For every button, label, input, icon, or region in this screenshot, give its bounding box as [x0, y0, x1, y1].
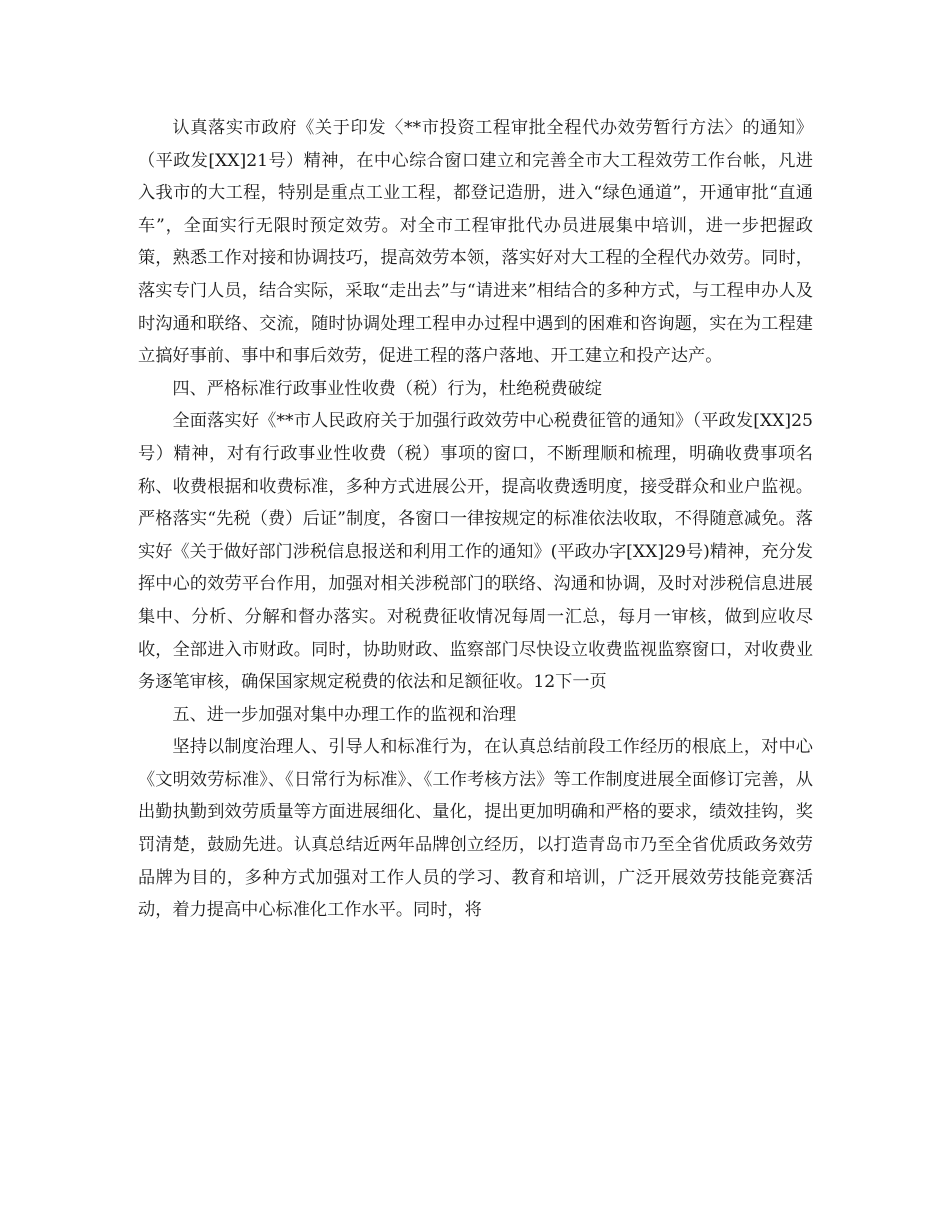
- paragraph-supervision: 坚持以制度治理人、引导人和标准行为，在认真总结前段工作经历的根底上，对中心《文明效劳标准》、《日常行为标准》、《工作考核方法》等工作制度进展全面修订完善，从出勤执勤到效劳质量等方面进展细化、量化，提出更加明确和严格的要求，绩效挂钩，奖罚清楚，鼓励先进。认真总结近两年品牌创立经历，以打造青岛市乃至全省优质政务效劳品牌为目的，多种方式加强对工作人员的学习、教育和培训，广泛开展效劳技能竞赛活动，着力提高中心标准化工作水平。同时，将: [138, 737, 813, 921]
- section-heading-4: 四、严格标准行政事业性收费（税）行为，杜绝税费破绽: [172, 378, 603, 399]
- document-body: [138, 112, 813, 927]
- paragraph-project-service: 认真落实市政府《关于印发〈**市投资工程审批全程代办效劳暂行方法〉的通知》（平政发[XX]21号）精神，在中心综合窗口建立和完善全市大工程效劳工作台帐，凡进入我市的大工程，特别是重点工业工程，都登记造册，进入“绿色通道”，开通审批“直通车”，全面实行无限时预定效劳。对全市工程审批代办员进展集中培训，进一步把握政策，熟悉工作对接和协调技巧，提高效劳本领，落实好对大工程的全程代办效劳。同时，落实专门人员，结合实际，采取“走出去”与“请进来”相结合的多种方式，与工程申办人及时沟通和联络、交流，随时协调处理工程申办过程中遇到的困难和咨询题，实在为工程建立搞好事前、事中和事后效劳，促进工程的落户落地、开工建立和投产达产。: [138, 118, 813, 367]
- paragraph-tax-fee: 全面落实好《**市人民政府关于加强行政效劳中心税费征管的通知》（平政发[XX]25号）精神，对有行政事业性收费（税）事项的窗口，不断理顺和梳理，明确收费事项名称、收费根据和收费标准，多种方式进展公开，提高收费透明度，接受群众和业户监视。严格落实“先税（费）后证”制度，各窗口一律按规定的标准依法收取，不得随意减免。落实好《关于做好部门涉税信息报送和利用工作的通知》(平政办字[XX]29号)精神，充分发挥中心的效劳平台作用，加强对相关涉税部门的联络、沟通和协调，及时对涉税信息进展集中、分析、分解和督办落实。对税费征收情况每周一汇总，每月一审核，做到应收尽收，全部进入市财政。同时，协助财政、监察部门尽快设立收费监视监察窗口，对收费业务逐笔审核，确保国家规定税费的依法和足额征收。12下一页: [138, 411, 813, 693]
- section-heading-5: 五、进一步加强对集中办理工作的监视和治理: [172, 704, 517, 725]
